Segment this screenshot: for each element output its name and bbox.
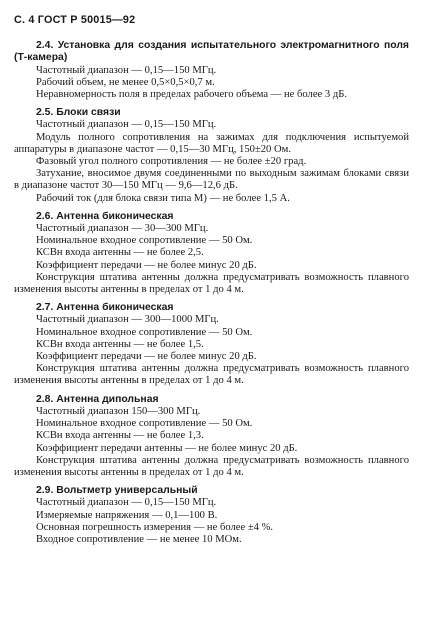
paragraph: КСВн входа антенны — не более 1,5. [36,338,204,350]
document-body [14,40,409,546]
section-title: 2.7. Антенна биконическая [36,302,174,314]
section-title: 2.6. Антенна биконическая [36,210,174,222]
section-title: 2.4. Установка для создания испытательного электромагнитного поля (Т-камера) [14,40,409,64]
paragraph: Номинальное входное сопротивление — 50 Ом. [36,235,253,247]
paragraph: Рабочий ток (для блока связи типа М) — не более 1,5 А. [36,192,290,204]
paragraph: Неравномерность поля в пределах рабочего объема — не более 3 дБ. [36,89,347,101]
section [14,485,409,546]
paragraph: Частотный диапазон — 30—300 МГц. [36,223,209,235]
paragraph: Фазовый угол полного сопротивления — не более ±20 град. [36,156,307,168]
paragraph: Модуль полного сопротивления на зажимах для подключения испытуемой аппаратуры в диапазоне частот — 0,15—30 МГц, 150±20 Ом. [14,131,409,155]
paragraph: Частотный диапазон 150—300 МГц. [36,405,201,417]
paragraph: Коэффициент передачи антенны — не более минус 20 дБ. [36,442,298,454]
paragraph: Номинальное входное сопротивление — 50 Ом. [36,326,253,338]
paragraph: Конструкция штатива антенны должна предусматривать возможность плавного изменения высоты антенны в пределах от 1 до 4 м. [14,271,409,296]
paragraph: КСВн входа антенны — не более 1,3. [36,430,204,442]
paragraph: Частотный диапазон — 0,15—150 МГц. [36,497,217,509]
paragraph: Основная погрешность измерения — не более ±4 %. [36,521,274,533]
paragraph: Измеряемые напряжения — 0,1—100 В. [36,509,218,521]
section [14,302,409,387]
paragraph: Номинальное входное сопротивление — 50 Ом. [36,418,253,430]
section [14,394,409,479]
paragraph: КСВн входа антенны — не более 2,5. [36,247,204,259]
paragraph: Конструкция штатива антенны должна предусматривать возможность плавного изменения высоты антенны в пределах от 1 до 4 м. [14,363,409,387]
paragraph: Коэффициент передачи — не более минус 20 дБ. [36,351,257,363]
paragraph: Конструкция штатива антенны должна предусматривать возможность плавного изменения высоты антенны в пределах от 1 до 4 м. [14,454,409,478]
page-header: С. 4 ГОСТ Р 50015—92 [14,14,136,26]
section [14,211,409,296]
section-title: 2.8. Антенна дипольная [36,393,159,405]
paragraph: Частотный диапазон — 0,15—150 МГц. [36,119,217,131]
section-title: 2.9. Вольтметр универсальный [36,485,198,497]
section [14,40,409,101]
paragraph: Частотный диапазон — 0,15—150 МГц. [36,64,217,76]
paragraph: Затухание, вносимое двумя соединенными по выходным зажимам блоками связи в диапазоне частот 30—150 МГц — 9,6—12,6 дБ. [14,168,409,192]
paragraph: Рабочий объем, не менее 0,5×0,5×0,7 м. [36,76,215,88]
paragraph: Входное сопротивление — не менее 10 МОм. [36,533,242,545]
section [14,107,409,205]
paragraph: Коэффициент передачи — не более минус 20 дБ. [36,259,257,271]
paragraph: Частотный диапазон — 300—1000 МГц. [36,314,219,326]
section-title: 2.5. Блоки связи [36,107,121,119]
